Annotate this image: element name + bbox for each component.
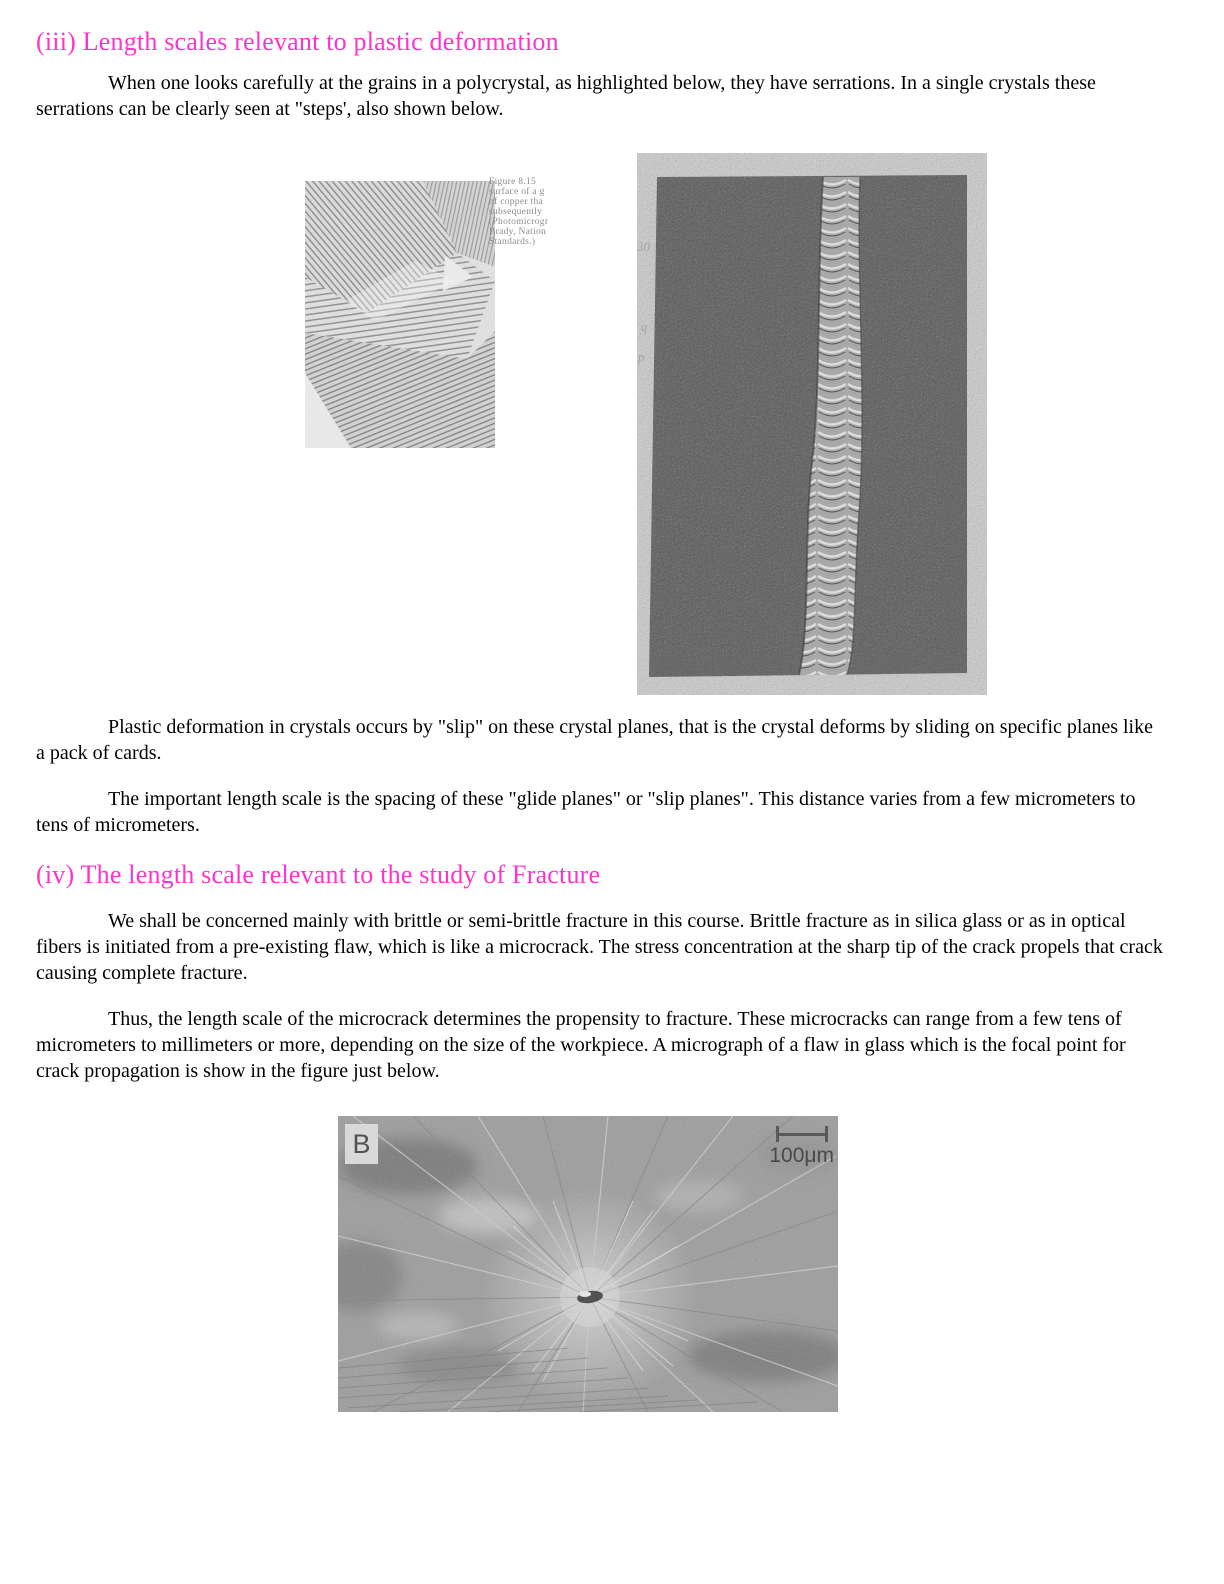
scan-margin-mark: p: [638, 349, 645, 364]
paragraph-polycrystal-intro: When one looks carefully at the grains in a polycrystal, as highlighted below, they have serrations. In a single crystals these serrations can be clearly seen at "steps', also shown below.: [36, 72, 1096, 120]
glass-flaw-micrograph-image: [338, 1116, 838, 1412]
panel-label-b: B: [345, 1124, 378, 1164]
caption-line: Standards.): [489, 237, 536, 247]
caption-line: of copper tha: [489, 197, 544, 207]
slip-steps-micrograph-image: [637, 153, 987, 695]
paragraph-microcrack-scale: Thus, the length scale of the microcrack determines the propensity to fracture. These microcracks can range from a few tens of micrometers to millimeters or more, depending on the size of the workpiece. A micrograph of a flaw in glass which is the focal point for crack propagation is show in the figure just below.: [36, 1008, 1126, 1082]
caption-line: (Photomicrogr: [489, 217, 549, 227]
section-iv-heading: (iv) The length scale relevant to the study of Fracture: [36, 860, 601, 889]
polycrystal-micrograph-image: [305, 181, 495, 448]
scan-margin-mark: 30: [637, 239, 650, 254]
scan-margin-mark: q: [641, 319, 648, 334]
caption-line: surface of a g: [489, 187, 545, 197]
caption-line: subsequently: [489, 207, 543, 217]
caption-line: Figure 8.15: [489, 177, 537, 187]
paragraph-glide-plane-scale: The important length scale is the spacing of these "glide planes" or "slip planes". This distance varies from a few micrometers to tens of micrometers.: [36, 788, 1136, 836]
glass-flaw-micrograph: [338, 1116, 838, 1412]
section-iii-heading: (iii) Length scales relevant to plastic deformation: [36, 27, 559, 56]
caption-line: Brady, Nation: [489, 227, 547, 237]
slip-steps-micrograph: [637, 153, 987, 695]
scale-bar-label: 100μm: [769, 1144, 834, 1167]
scale-bar: [769, 1126, 834, 1168]
polycrystal-micrograph: [305, 181, 495, 448]
paragraph-fracture-intro: We shall be concerned mainly with brittle or semi-brittle fracture in this course. Brittle fracture as in silica glass or as in optical fibers is initiated from a pre-existing flaw, which is like a microcrack. The stress concentration at the sharp tip of the crack propels that crack causing complete fracture.: [36, 910, 1163, 984]
scale-bar-icon: [776, 1126, 828, 1142]
polycrystal-figure-caption: [489, 177, 607, 247]
paragraph-slip: Plastic deformation in crystals occurs by "slip" on these crystal planes, that is the crystal deforms by sliding on specific planes like a pack of cards.: [36, 716, 1153, 764]
